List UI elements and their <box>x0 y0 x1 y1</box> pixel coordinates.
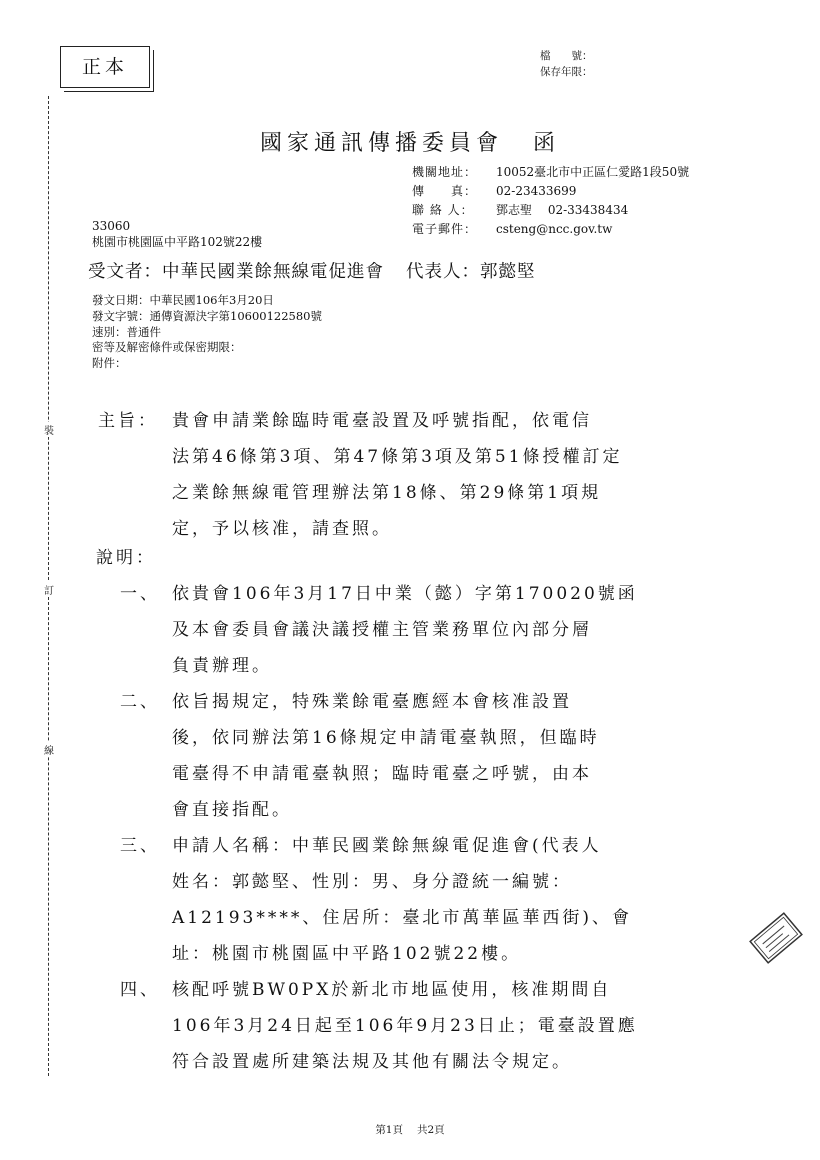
issuer-name: 國家通訊傳播委員會 <box>259 131 503 156</box>
contact-fax: 傳 真： 02-23433699 <box>412 184 577 198</box>
original-copy-stamp <box>60 46 150 88</box>
subject-label: 主旨： <box>98 411 158 431</box>
file-no-label: 檔 號： <box>540 50 593 62</box>
contact-person: 聯 絡 人： 鄧志聖 02-33438434 <box>412 203 629 217</box>
item-line: 及本會委員會議決議授權主管業務單位內部分層 <box>172 620 592 640</box>
item-line: 後，依同辦法第16條規定申請電臺執照，但臨時 <box>172 728 600 748</box>
item-line: 址：桃園市桃園區中平路102號22樓。 <box>172 944 522 964</box>
subject-line: 之業餘無線電管理辦法第18條、第29條第1項規 <box>172 483 602 503</box>
item-line: 依旨揭規定，特殊業餘電臺應經本會核准設置 <box>172 692 572 712</box>
item-line: 依貴會106年3月17日中業（懿）字第170020號函 <box>172 584 638 604</box>
stamp-text: 正本 <box>81 56 128 78</box>
recipient-address: 桃園市桃園區中平路102號22樓 <box>92 235 263 249</box>
item-line: 姓名：郭懿堅、性別：男、身分證統一編號： <box>172 872 572 892</box>
binding-mark: 訂 <box>44 582 54 597</box>
item-line: 會直接指配。 <box>172 800 292 820</box>
recipient-postcode: 33060 <box>92 219 131 233</box>
item-number: 二、 <box>120 692 160 712</box>
subject-line: 貴會申請業餘臨時電臺設置及呼號指配，依電信 <box>172 411 592 431</box>
document-type: 函 <box>533 131 561 156</box>
page-total: 共2頁 <box>417 1124 445 1136</box>
item-line: 負責辦理。 <box>172 656 272 676</box>
file-meta <box>540 48 593 80</box>
document-title <box>0 126 820 157</box>
item-number: 三、 <box>120 836 160 856</box>
item-number: 一、 <box>120 584 160 604</box>
item-line: 電臺得不申請電臺執照；臨時電臺之呼號，由本 <box>172 764 592 784</box>
subject-line: 定，予以核准，請查照。 <box>172 519 392 539</box>
item-line: 符合設置處所建築法規及其他有關法令規定。 <box>172 1052 572 1072</box>
binding-mark: 線 <box>44 742 54 757</box>
item-line: 申請人名稱：中華民國業餘無線電促進會(代表人 <box>172 836 602 856</box>
doc-info <box>92 293 322 372</box>
explanation-label: 說明： <box>96 548 156 568</box>
speed-class: 速別：普通件 <box>92 324 161 339</box>
contact-email: 電子郵件： csteng@ncc.gov.tw <box>412 222 613 236</box>
subject-line: 法第46條第3項、第47條第3項及第51條授權訂定 <box>172 447 623 467</box>
doc-number: 發文字號：通傳資源決字第10600122580號 <box>92 308 322 323</box>
attachments: 附件： <box>92 356 127 371</box>
item-line: A12193****、住居所：臺北市萬華區華西街)、會 <box>172 908 632 928</box>
issue-date: 發文日期：中華民國106年3月20日 <box>92 293 274 307</box>
confidentiality: 密等及解密條件或保密期限： <box>92 340 242 355</box>
receiver-line <box>88 258 536 283</box>
page-number: 第1頁 <box>375 1124 403 1136</box>
contact-address: 機關地址： 10052臺北市中正區仁愛路1段50號 <box>412 165 690 179</box>
binding-mark: 裝 <box>44 422 54 437</box>
retention-label: 保存年限： <box>540 66 593 78</box>
item-line: 核配呼號BW0PX於新北市地區使用，核准期間自 <box>172 980 612 1000</box>
representative: 代表人：郭懿堅 <box>406 262 536 282</box>
item-number: 四、 <box>120 980 160 1000</box>
recipient-address-block <box>92 218 262 250</box>
receiver: 受文者：中華民國業餘無線電促進會 <box>88 262 384 282</box>
page-footer <box>0 1122 820 1137</box>
item-line: 106年3月24日起至106年9月23日止；電臺設置應 <box>172 1016 638 1036</box>
agency-seal-icon <box>744 906 808 970</box>
contact-block <box>412 163 689 239</box>
